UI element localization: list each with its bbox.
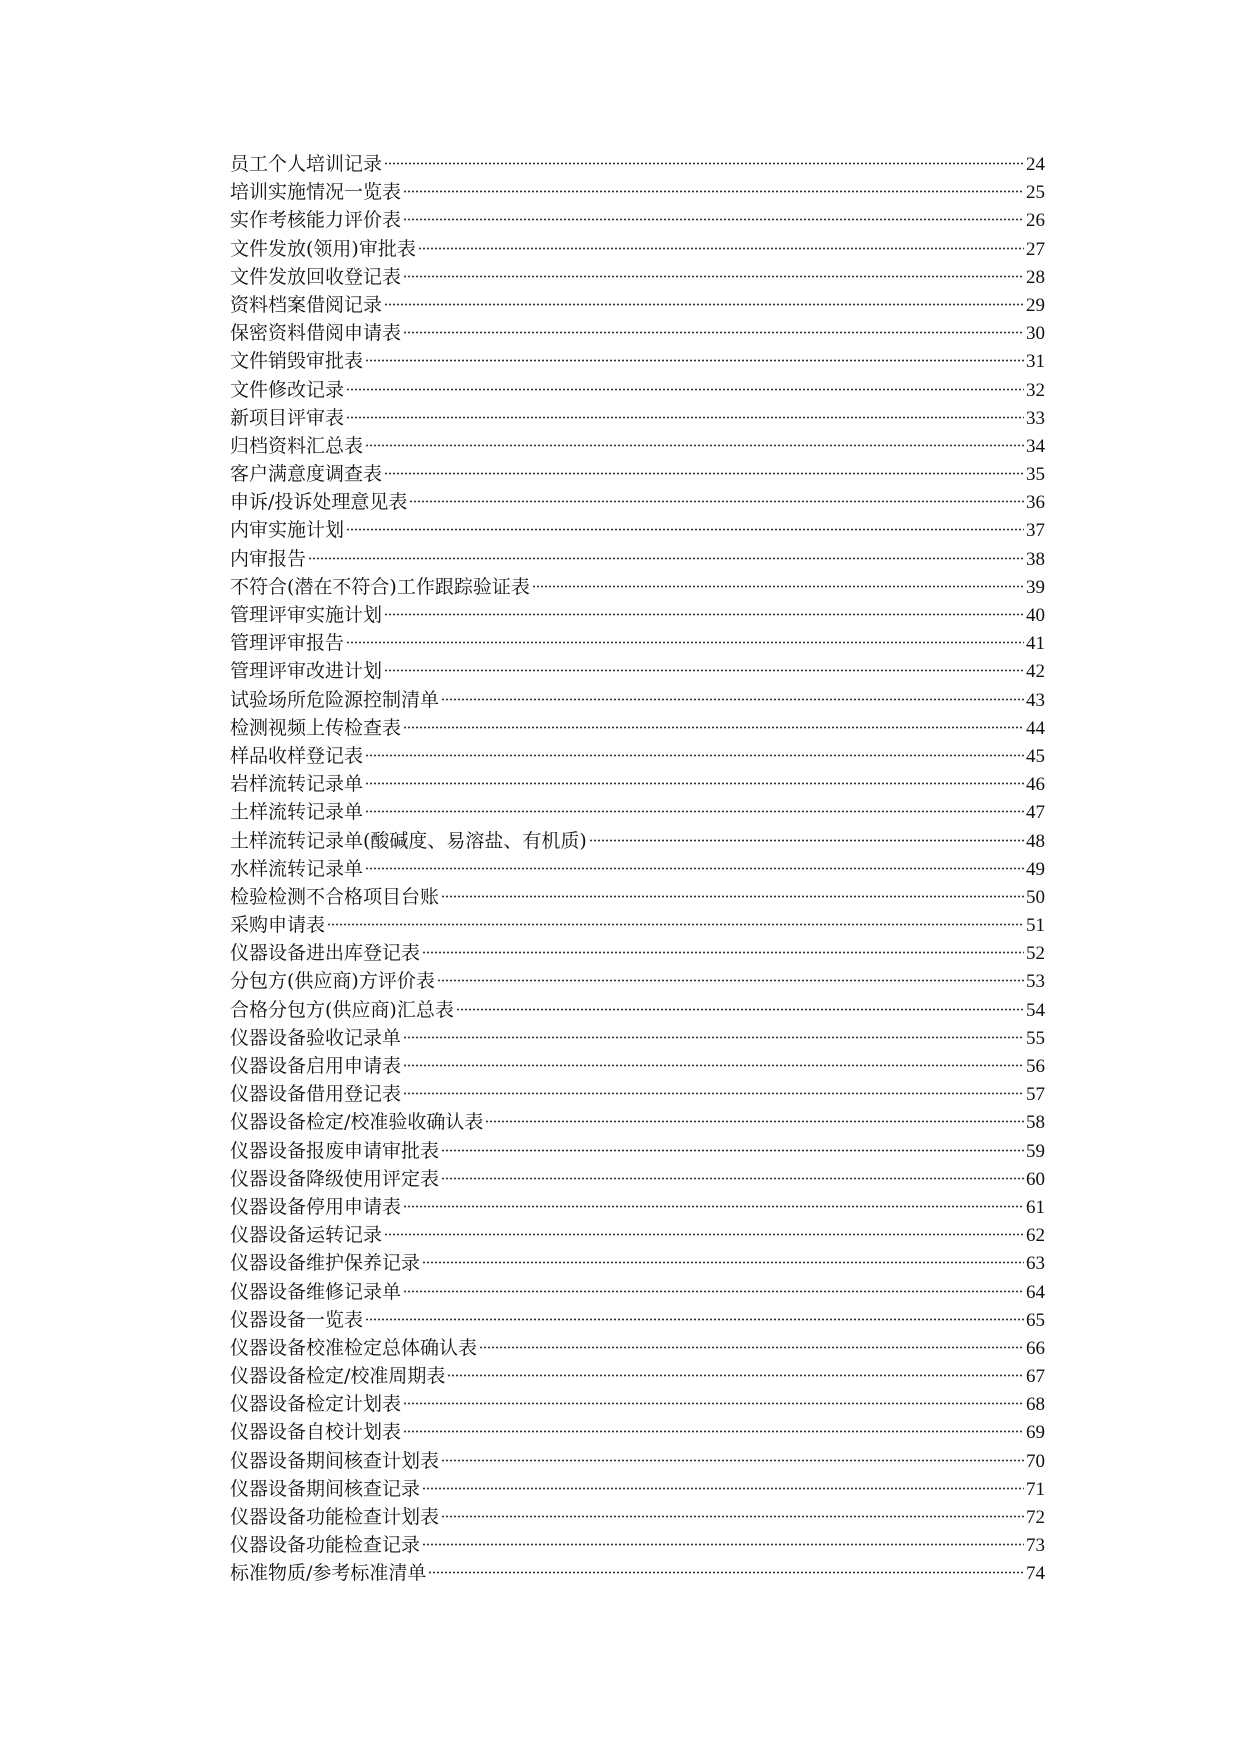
toc-entry[interactable] xyxy=(230,1278,1045,1306)
toc-entry-page-number: 46 xyxy=(1026,774,1045,796)
toc-entry-title: 不符合(潜在不符合)工作跟踪验证表 xyxy=(230,575,530,598)
toc-entry[interactable] xyxy=(230,178,1045,206)
toc-entry[interactable] xyxy=(230,1334,1045,1362)
toc-entry[interactable] xyxy=(230,657,1045,685)
toc-entry-title: 仪器设备验收记录单 xyxy=(230,1026,402,1049)
toc-entry-page-number: 58 xyxy=(1026,1112,1045,1134)
toc-entry-page-number: 25 xyxy=(1026,182,1045,204)
toc-entry-title: 管理评审改进计划 xyxy=(230,660,383,683)
toc-entry-title: 岩样流转记录单 xyxy=(230,773,364,796)
toc-entry-title: 仪器设备降级使用评定表 xyxy=(230,1167,440,1190)
toc-entry[interactable] xyxy=(230,1249,1045,1277)
dot-leader xyxy=(589,839,1024,842)
dot-leader xyxy=(403,726,1024,729)
dot-leader xyxy=(403,331,1024,334)
toc-entry[interactable] xyxy=(230,939,1045,967)
dot-leader xyxy=(308,557,1024,560)
toc-entry-page-number: 50 xyxy=(1026,886,1045,908)
toc-entry[interactable] xyxy=(230,347,1045,375)
toc-entry[interactable] xyxy=(230,460,1045,488)
toc-entry-page-number: 36 xyxy=(1026,492,1045,514)
toc-entry-page-number: 64 xyxy=(1026,1281,1045,1303)
toc-entry-title: 仪器设备进出库登记表 xyxy=(230,942,421,965)
toc-entry-page-number: 69 xyxy=(1026,1422,1045,1444)
toc-entry[interactable] xyxy=(230,883,1045,911)
dot-leader xyxy=(428,1571,1024,1574)
toc-entry-page-number: 48 xyxy=(1026,830,1045,852)
toc-entry-page-number: 53 xyxy=(1026,971,1045,993)
toc-entry[interactable] xyxy=(230,1362,1045,1390)
dot-leader xyxy=(447,1374,1024,1377)
toc-entry[interactable] xyxy=(230,911,1045,939)
toc-entry[interactable] xyxy=(230,686,1045,714)
dot-leader xyxy=(384,162,1024,165)
toc-entry-title: 仪器设备运转记录 xyxy=(230,1224,383,1247)
dot-leader xyxy=(409,500,1024,503)
dot-leader xyxy=(441,1149,1024,1152)
toc-entry-title: 文件修改记录 xyxy=(230,378,345,401)
toc-entry-page-number: 61 xyxy=(1026,1196,1045,1218)
dot-leader xyxy=(346,416,1024,419)
dot-leader xyxy=(365,444,1024,447)
toc-entry[interactable] xyxy=(230,1221,1045,1249)
dot-leader xyxy=(384,472,1024,475)
toc-entry[interactable] xyxy=(230,1080,1045,1108)
dot-leader xyxy=(441,698,1024,701)
toc-entry[interactable] xyxy=(230,263,1045,291)
toc-entry-page-number: 28 xyxy=(1026,266,1045,288)
dot-leader xyxy=(441,895,1024,898)
toc-entry-page-number: 32 xyxy=(1026,379,1045,401)
toc-entry-title: 申诉/投诉处理意见表 xyxy=(230,491,408,514)
toc-entry[interactable] xyxy=(230,967,1045,995)
dot-leader xyxy=(365,1318,1024,1321)
dot-leader xyxy=(403,1402,1024,1405)
toc-entry-page-number: 26 xyxy=(1026,210,1045,232)
toc-entry[interactable] xyxy=(230,742,1045,770)
toc-entry-title: 试验场所危险源控制清单 xyxy=(230,688,440,711)
dot-leader xyxy=(418,247,1024,250)
toc-entry-page-number: 49 xyxy=(1026,858,1045,880)
toc-entry[interactable] xyxy=(230,1559,1045,1587)
toc-entry-page-number: 24 xyxy=(1026,154,1045,175)
toc-entry[interactable] xyxy=(230,798,1045,826)
toc-entry-title: 仪器设备报废申请审批表 xyxy=(230,1139,440,1162)
toc-entry-title: 仪器设备维护保养记录 xyxy=(230,1252,421,1275)
toc-entry-page-number: 30 xyxy=(1026,323,1045,345)
toc-entry-page-number: 40 xyxy=(1026,605,1045,626)
dot-leader xyxy=(422,951,1024,954)
toc-entry[interactable] xyxy=(230,573,1045,601)
toc-entry[interactable] xyxy=(230,827,1045,855)
toc-entry-title: 仪器设备借用登记表 xyxy=(230,1083,402,1106)
toc-entry-title: 仪器设备功能检查记录 xyxy=(230,1534,421,1557)
dot-leader xyxy=(422,1261,1024,1264)
toc-entry[interactable] xyxy=(230,319,1045,347)
toc-entry-title: 保密资料借阅申请表 xyxy=(230,322,402,345)
toc-entry-title: 员工个人培训记录 xyxy=(230,153,383,175)
toc-entry[interactable] xyxy=(230,235,1045,263)
dot-leader xyxy=(346,528,1024,531)
toc-entry-page-number: 70 xyxy=(1026,1450,1045,1472)
toc-entry[interactable] xyxy=(230,432,1045,460)
toc-entry-title: 检验检测不合格项目台账 xyxy=(230,885,440,908)
toc-entry-title: 仪器设备维修记录单 xyxy=(230,1280,402,1303)
toc-entry-page-number: 62 xyxy=(1026,1225,1045,1247)
toc-entry[interactable] xyxy=(230,629,1045,657)
dot-leader xyxy=(365,359,1024,362)
toc-entry-page-number: 67 xyxy=(1026,1366,1045,1388)
toc-entry-title: 仪器设备检定/校准验收确认表 xyxy=(230,1111,484,1134)
toc-entry-title: 标准物质/参考标准清单 xyxy=(230,1562,427,1585)
dot-leader xyxy=(441,1177,1024,1180)
dot-leader xyxy=(327,923,1024,926)
toc-entry-title: 采购申请表 xyxy=(230,914,326,937)
toc-entry[interactable] xyxy=(230,996,1045,1024)
dot-leader xyxy=(346,388,1024,391)
toc-entry[interactable] xyxy=(230,770,1045,798)
toc-entry-title: 内审实施计划 xyxy=(230,519,345,542)
dot-leader xyxy=(456,1008,1024,1011)
toc-entry[interactable] xyxy=(230,1447,1045,1475)
toc-entry-page-number: 31 xyxy=(1026,351,1045,373)
toc-entry-page-number: 41 xyxy=(1026,633,1045,655)
toc-entry-title: 分包方(供应商)方评价表 xyxy=(230,970,435,993)
toc-entry-title: 新项目评审表 xyxy=(230,406,345,429)
toc-entry-page-number: 56 xyxy=(1026,1056,1045,1077)
toc-entry-title: 内审报告 xyxy=(230,547,307,570)
dot-leader xyxy=(532,585,1024,588)
toc-entry-page-number: 55 xyxy=(1026,1027,1045,1049)
toc-entry-title: 合格分包方(供应商)汇总表 xyxy=(230,998,454,1021)
toc-entry-page-number: 66 xyxy=(1026,1337,1045,1359)
toc-entry[interactable] xyxy=(230,1024,1045,1052)
dot-leader xyxy=(403,1290,1024,1293)
dot-leader xyxy=(403,1205,1024,1208)
dot-leader xyxy=(365,867,1024,870)
toc-entry-page-number: 65 xyxy=(1026,1309,1045,1331)
dot-leader xyxy=(365,810,1024,813)
dot-leader xyxy=(441,1515,1024,1518)
toc-entry-title: 仪器设备功能检查计划表 xyxy=(230,1506,440,1528)
toc-entry[interactable] xyxy=(230,376,1045,404)
dot-leader xyxy=(384,613,1024,616)
toc-entry[interactable] xyxy=(230,1503,1045,1531)
toc-entry[interactable] xyxy=(230,714,1045,742)
dot-leader xyxy=(422,1487,1024,1490)
toc-entry-page-number: 47 xyxy=(1026,802,1045,824)
toc-entry-page-number: 59 xyxy=(1026,1140,1045,1162)
toc-entry-page-number: 72 xyxy=(1026,1507,1045,1528)
toc-entry[interactable] xyxy=(230,1052,1045,1080)
toc-entry-page-number: 73 xyxy=(1026,1535,1045,1557)
toc-entry[interactable] xyxy=(230,855,1045,883)
toc-entry-title: 文件发放回收登记表 xyxy=(230,265,402,288)
dot-leader xyxy=(403,190,1024,193)
toc-entry[interactable] xyxy=(230,1418,1045,1446)
toc-entry-title: 样品收样登记表 xyxy=(230,744,364,767)
toc-entry-page-number: 29 xyxy=(1026,294,1045,316)
toc-entry-page-number: 43 xyxy=(1026,689,1045,711)
dot-leader xyxy=(365,754,1024,757)
toc-entry-page-number: 60 xyxy=(1026,1168,1045,1190)
toc-entry-title: 仪器设备期间核查计划表 xyxy=(230,1449,440,1472)
toc-entry[interactable] xyxy=(230,601,1045,629)
toc-entry-page-number: 39 xyxy=(1026,576,1045,598)
dot-leader xyxy=(403,218,1024,221)
toc-entry-title: 检测视频上传检查表 xyxy=(230,716,402,739)
dot-leader xyxy=(403,1064,1024,1067)
toc-entry-title: 管理评审实施计划 xyxy=(230,604,383,626)
dot-leader xyxy=(422,1543,1024,1546)
toc-entry-title: 文件发放(领用)审批表 xyxy=(230,237,416,260)
toc-entry-page-number: 37 xyxy=(1026,520,1045,542)
dot-leader xyxy=(441,1459,1024,1462)
toc-entry-page-number: 27 xyxy=(1026,238,1045,260)
table-of-contents xyxy=(230,150,1045,1588)
toc-entry-title: 仪器设备期间核查记录 xyxy=(230,1477,421,1500)
toc-entry[interactable] xyxy=(230,1475,1045,1503)
toc-entry-page-number: 74 xyxy=(1026,1563,1045,1585)
dot-leader xyxy=(403,1430,1024,1433)
toc-entry-title: 文件销毁审批表 xyxy=(230,350,364,373)
toc-entry-page-number: 42 xyxy=(1026,661,1045,683)
dot-leader xyxy=(365,782,1024,785)
dot-leader xyxy=(437,979,1024,982)
toc-entry-page-number: 63 xyxy=(1026,1253,1045,1275)
toc-entry[interactable] xyxy=(230,1137,1045,1165)
dot-leader xyxy=(403,275,1024,278)
toc-entry[interactable] xyxy=(230,1165,1045,1193)
toc-entry-title: 培训实施情况一览表 xyxy=(230,181,402,204)
toc-entry-title: 管理评审报告 xyxy=(230,632,345,655)
dot-leader xyxy=(403,1092,1024,1095)
toc-entry[interactable] xyxy=(230,1531,1045,1559)
toc-entry-title: 仪器设备一览表 xyxy=(230,1308,364,1331)
toc-entry-title: 土样流转记录单 xyxy=(230,801,364,824)
toc-entry-title: 仪器设备校准检定总体确认表 xyxy=(230,1336,478,1359)
toc-entry[interactable] xyxy=(230,1193,1045,1221)
toc-entry[interactable] xyxy=(230,291,1045,319)
toc-entry-title: 仪器设备自校计划表 xyxy=(230,1421,402,1444)
toc-entry-page-number: 68 xyxy=(1026,1394,1045,1416)
toc-entry[interactable] xyxy=(230,1306,1045,1334)
toc-entry[interactable] xyxy=(230,404,1045,432)
dot-leader xyxy=(384,669,1024,672)
dot-leader xyxy=(346,641,1024,644)
toc-entry-page-number: 33 xyxy=(1026,407,1045,429)
toc-entry-title: 仪器设备停用申请表 xyxy=(230,1195,402,1218)
toc-entry-page-number: 35 xyxy=(1026,464,1045,486)
dot-leader xyxy=(479,1346,1024,1349)
toc-entry-page-number: 51 xyxy=(1026,915,1045,937)
toc-entry-page-number: 44 xyxy=(1026,717,1045,739)
toc-entry[interactable] xyxy=(230,1108,1045,1136)
toc-entry-title: 仪器设备检定/校准周期表 xyxy=(230,1365,446,1388)
toc-entry-page-number: 54 xyxy=(1026,999,1045,1021)
toc-entry-page-number: 71 xyxy=(1026,1478,1045,1500)
toc-entry-page-number: 45 xyxy=(1026,745,1045,767)
toc-entry[interactable] xyxy=(230,150,1045,178)
toc-entry-page-number: 38 xyxy=(1026,548,1045,570)
toc-entry-title: 仪器设备启用申请表 xyxy=(230,1055,402,1077)
dot-leader xyxy=(403,1036,1024,1039)
toc-entry-title: 实作考核能力评价表 xyxy=(230,209,402,232)
toc-entry[interactable] xyxy=(230,516,1045,544)
dot-leader xyxy=(384,1233,1024,1236)
toc-entry-title: 水样流转记录单 xyxy=(230,857,364,880)
toc-entry[interactable] xyxy=(230,488,1045,516)
toc-entry[interactable] xyxy=(230,545,1045,573)
toc-entry-title: 归档资料汇总表 xyxy=(230,434,364,457)
dot-leader xyxy=(384,303,1024,306)
toc-entry-page-number: 57 xyxy=(1026,1084,1045,1106)
toc-entry-title: 客户满意度调查表 xyxy=(230,463,383,486)
toc-entry-title: 仪器设备检定计划表 xyxy=(230,1393,402,1416)
dot-leader xyxy=(485,1120,1024,1123)
toc-entry-page-number: 52 xyxy=(1026,943,1045,965)
toc-entry-page-number: 34 xyxy=(1026,435,1045,457)
toc-entry[interactable] xyxy=(230,1390,1045,1418)
toc-entry[interactable] xyxy=(230,206,1045,234)
toc-entry-title: 土样流转记录单(酸碱度、易溶盐、有机质) xyxy=(230,829,587,852)
toc-entry-title: 资料档案借阅记录 xyxy=(230,293,383,316)
